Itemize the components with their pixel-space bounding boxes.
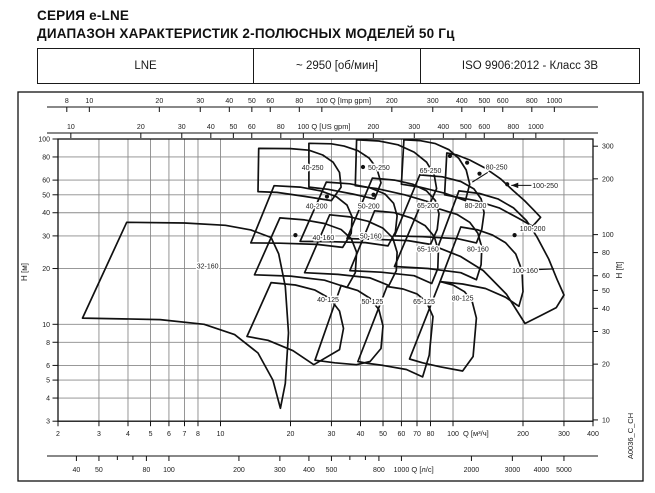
svg-text:1000: 1000 <box>546 98 563 105</box>
svg-text:100: 100 <box>447 431 459 439</box>
envelope-label-80-250: 80-250 <box>485 164 508 172</box>
svg-text:50: 50 <box>229 124 238 131</box>
svg-text:80: 80 <box>426 431 435 439</box>
speed-cell: ~ 2950 [об/мин] <box>254 49 421 84</box>
svg-text:7: 7 <box>182 431 187 439</box>
svg-text:300: 300 <box>426 98 439 105</box>
axis-m3h <box>56 421 599 438</box>
svg-text:50: 50 <box>602 287 610 295</box>
envelope-100-200 <box>438 191 564 324</box>
svg-text:60: 60 <box>602 273 610 281</box>
svg-text:100: 100 <box>602 232 614 240</box>
envelope-label-50-125: 50-125 <box>361 298 384 306</box>
svg-text:60: 60 <box>42 177 50 185</box>
svg-text:500: 500 <box>325 467 338 474</box>
svg-text:6: 6 <box>166 431 171 439</box>
svg-text:400: 400 <box>303 467 315 474</box>
svg-text:5: 5 <box>148 431 153 439</box>
drawing-code: A0036_C_CH <box>626 412 635 460</box>
svg-text:800: 800 <box>507 124 520 131</box>
svg-text:30: 30 <box>177 124 186 131</box>
axis-title: H [ft] <box>615 261 624 279</box>
svg-text:200: 200 <box>367 124 380 131</box>
svg-text:20: 20 <box>136 124 145 131</box>
svg-text:80: 80 <box>295 98 304 105</box>
svg-text:10: 10 <box>42 321 50 329</box>
svg-text:80: 80 <box>142 467 151 474</box>
svg-text:2: 2 <box>56 431 60 439</box>
svg-text:10: 10 <box>85 98 94 105</box>
svg-text:3: 3 <box>96 431 101 439</box>
svg-text:70: 70 <box>413 431 421 439</box>
series-title: СЕРИЯ e-LNE <box>37 8 130 23</box>
axis-h-ft <box>593 144 624 425</box>
svg-text:2000: 2000 <box>463 467 480 474</box>
model-cell: LNE <box>38 49 254 84</box>
svg-text:5000: 5000 <box>556 467 572 474</box>
svg-text:10: 10 <box>216 431 225 439</box>
svg-text:600: 600 <box>496 98 509 105</box>
axis-ls <box>47 456 598 474</box>
axis-title: Q [Imp gpm] <box>329 96 372 105</box>
svg-text:600: 600 <box>478 124 491 131</box>
envelope-label-65-200: 65-200 <box>417 202 439 210</box>
envelope-label-32-160: 32-160 <box>196 263 219 271</box>
svg-text:4: 4 <box>46 395 50 403</box>
svg-text:30: 30 <box>196 98 205 105</box>
svg-text:10: 10 <box>602 417 610 425</box>
svg-text:200: 200 <box>233 467 245 474</box>
axis-title: H [м] <box>20 263 29 281</box>
svg-text:500: 500 <box>460 124 472 131</box>
svg-text:20: 20 <box>286 431 295 439</box>
envelope-label-100-200: 100-200 <box>519 226 546 234</box>
svg-text:800: 800 <box>373 467 385 474</box>
svg-text:3: 3 <box>46 418 50 426</box>
svg-text:50: 50 <box>95 467 103 474</box>
axis-h-m <box>20 137 58 426</box>
envelope-label-40-200: 40-200 <box>305 203 328 211</box>
svg-text:40: 40 <box>42 210 50 218</box>
svg-text:200: 200 <box>517 431 529 439</box>
svg-text:80: 80 <box>276 124 285 131</box>
svg-text:8: 8 <box>196 431 200 439</box>
envelope-40-250 <box>258 148 341 200</box>
svg-text:80: 80 <box>42 154 50 162</box>
svg-text:300: 300 <box>558 431 570 439</box>
svg-text:200: 200 <box>385 98 398 105</box>
svg-text:50: 50 <box>42 192 50 200</box>
standard-cell: ISO 9906:2012 - Класс 3В <box>421 49 640 84</box>
envelope-label-50-250: 50-250 <box>368 164 390 172</box>
axis-us-gpm <box>47 122 598 138</box>
svg-text:40: 40 <box>356 431 365 439</box>
envelope-label-65-160: 65-160 <box>417 246 439 254</box>
svg-text:60: 60 <box>397 431 406 439</box>
envelope-label-40-160: 40-160 <box>312 235 335 243</box>
svg-text:30: 30 <box>42 233 50 241</box>
envelope-label-65-125: 65-125 <box>413 298 435 306</box>
envelope-label-50-200: 50-200 <box>357 203 380 211</box>
svg-text:8: 8 <box>64 98 69 105</box>
svg-text:100: 100 <box>315 98 328 105</box>
envelope-label-100-160: 100-160 <box>512 268 538 276</box>
axis-title: Q [м³/ч] <box>463 429 489 439</box>
svg-text:5: 5 <box>46 377 50 385</box>
svg-text:4000: 4000 <box>533 467 550 474</box>
svg-text:3000: 3000 <box>504 467 521 474</box>
envelope-label-50-160: 50-160 <box>359 233 382 241</box>
svg-text:20: 20 <box>42 266 50 274</box>
range-title: ДИАПАЗОН ХАРАКТЕРИСТИК 2-ПОЛЮСНЫХ МОДЕЛЕЙ 50 Гц <box>37 26 455 41</box>
svg-text:50: 50 <box>247 98 256 105</box>
svg-text:50: 50 <box>379 431 387 439</box>
svg-text:1000: 1000 <box>393 467 410 474</box>
svg-text:400: 400 <box>437 124 450 131</box>
svg-text:80: 80 <box>602 250 610 258</box>
svg-text:300: 300 <box>274 467 286 474</box>
envelope-labels <box>197 165 558 306</box>
svg-text:100: 100 <box>163 467 175 474</box>
svg-text:20: 20 <box>155 98 164 105</box>
envelope-label-40-125: 40-125 <box>317 297 339 305</box>
svg-text:30: 30 <box>602 329 610 337</box>
svg-text:30: 30 <box>327 431 336 439</box>
axis-imp-gpm <box>47 96 598 112</box>
envelope-label-65-250: 65-250 <box>419 168 442 176</box>
svg-text:300: 300 <box>408 124 421 131</box>
svg-text:100: 100 <box>297 124 310 131</box>
envelope-label-80-200: 80-200 <box>464 202 487 210</box>
svg-text:6: 6 <box>46 362 50 370</box>
svg-text:400: 400 <box>587 431 599 439</box>
svg-text:4: 4 <box>126 431 130 439</box>
svg-text:60: 60 <box>247 124 256 131</box>
svg-text:40: 40 <box>72 467 81 474</box>
svg-text:40: 40 <box>206 124 215 131</box>
svg-text:200: 200 <box>602 176 614 184</box>
envelope-label-100-250: 100-250 <box>532 182 558 190</box>
svg-text:400: 400 <box>455 98 468 105</box>
svg-text:500: 500 <box>478 98 491 105</box>
figure-border <box>18 92 643 481</box>
axis-title: Q [л/с] <box>411 465 434 474</box>
svg-text:20: 20 <box>602 361 610 369</box>
axis-title: Q [US gpm] <box>311 122 351 131</box>
envelope-label-80-160: 80-160 <box>467 246 489 254</box>
svg-text:300: 300 <box>602 143 614 151</box>
svg-text:1000: 1000 <box>528 124 544 131</box>
svg-text:60: 60 <box>266 98 275 105</box>
svg-text:8: 8 <box>46 339 50 347</box>
svg-text:100: 100 <box>38 136 50 144</box>
envelope-40-125 <box>247 283 344 365</box>
envelope-label-80-125: 80-125 <box>451 295 474 303</box>
svg-text:40: 40 <box>602 305 610 313</box>
envelope-label-40-250: 40-250 <box>301 164 324 172</box>
svg-text:10: 10 <box>66 124 75 131</box>
svg-text:40: 40 <box>225 98 234 105</box>
svg-text:800: 800 <box>525 98 538 105</box>
